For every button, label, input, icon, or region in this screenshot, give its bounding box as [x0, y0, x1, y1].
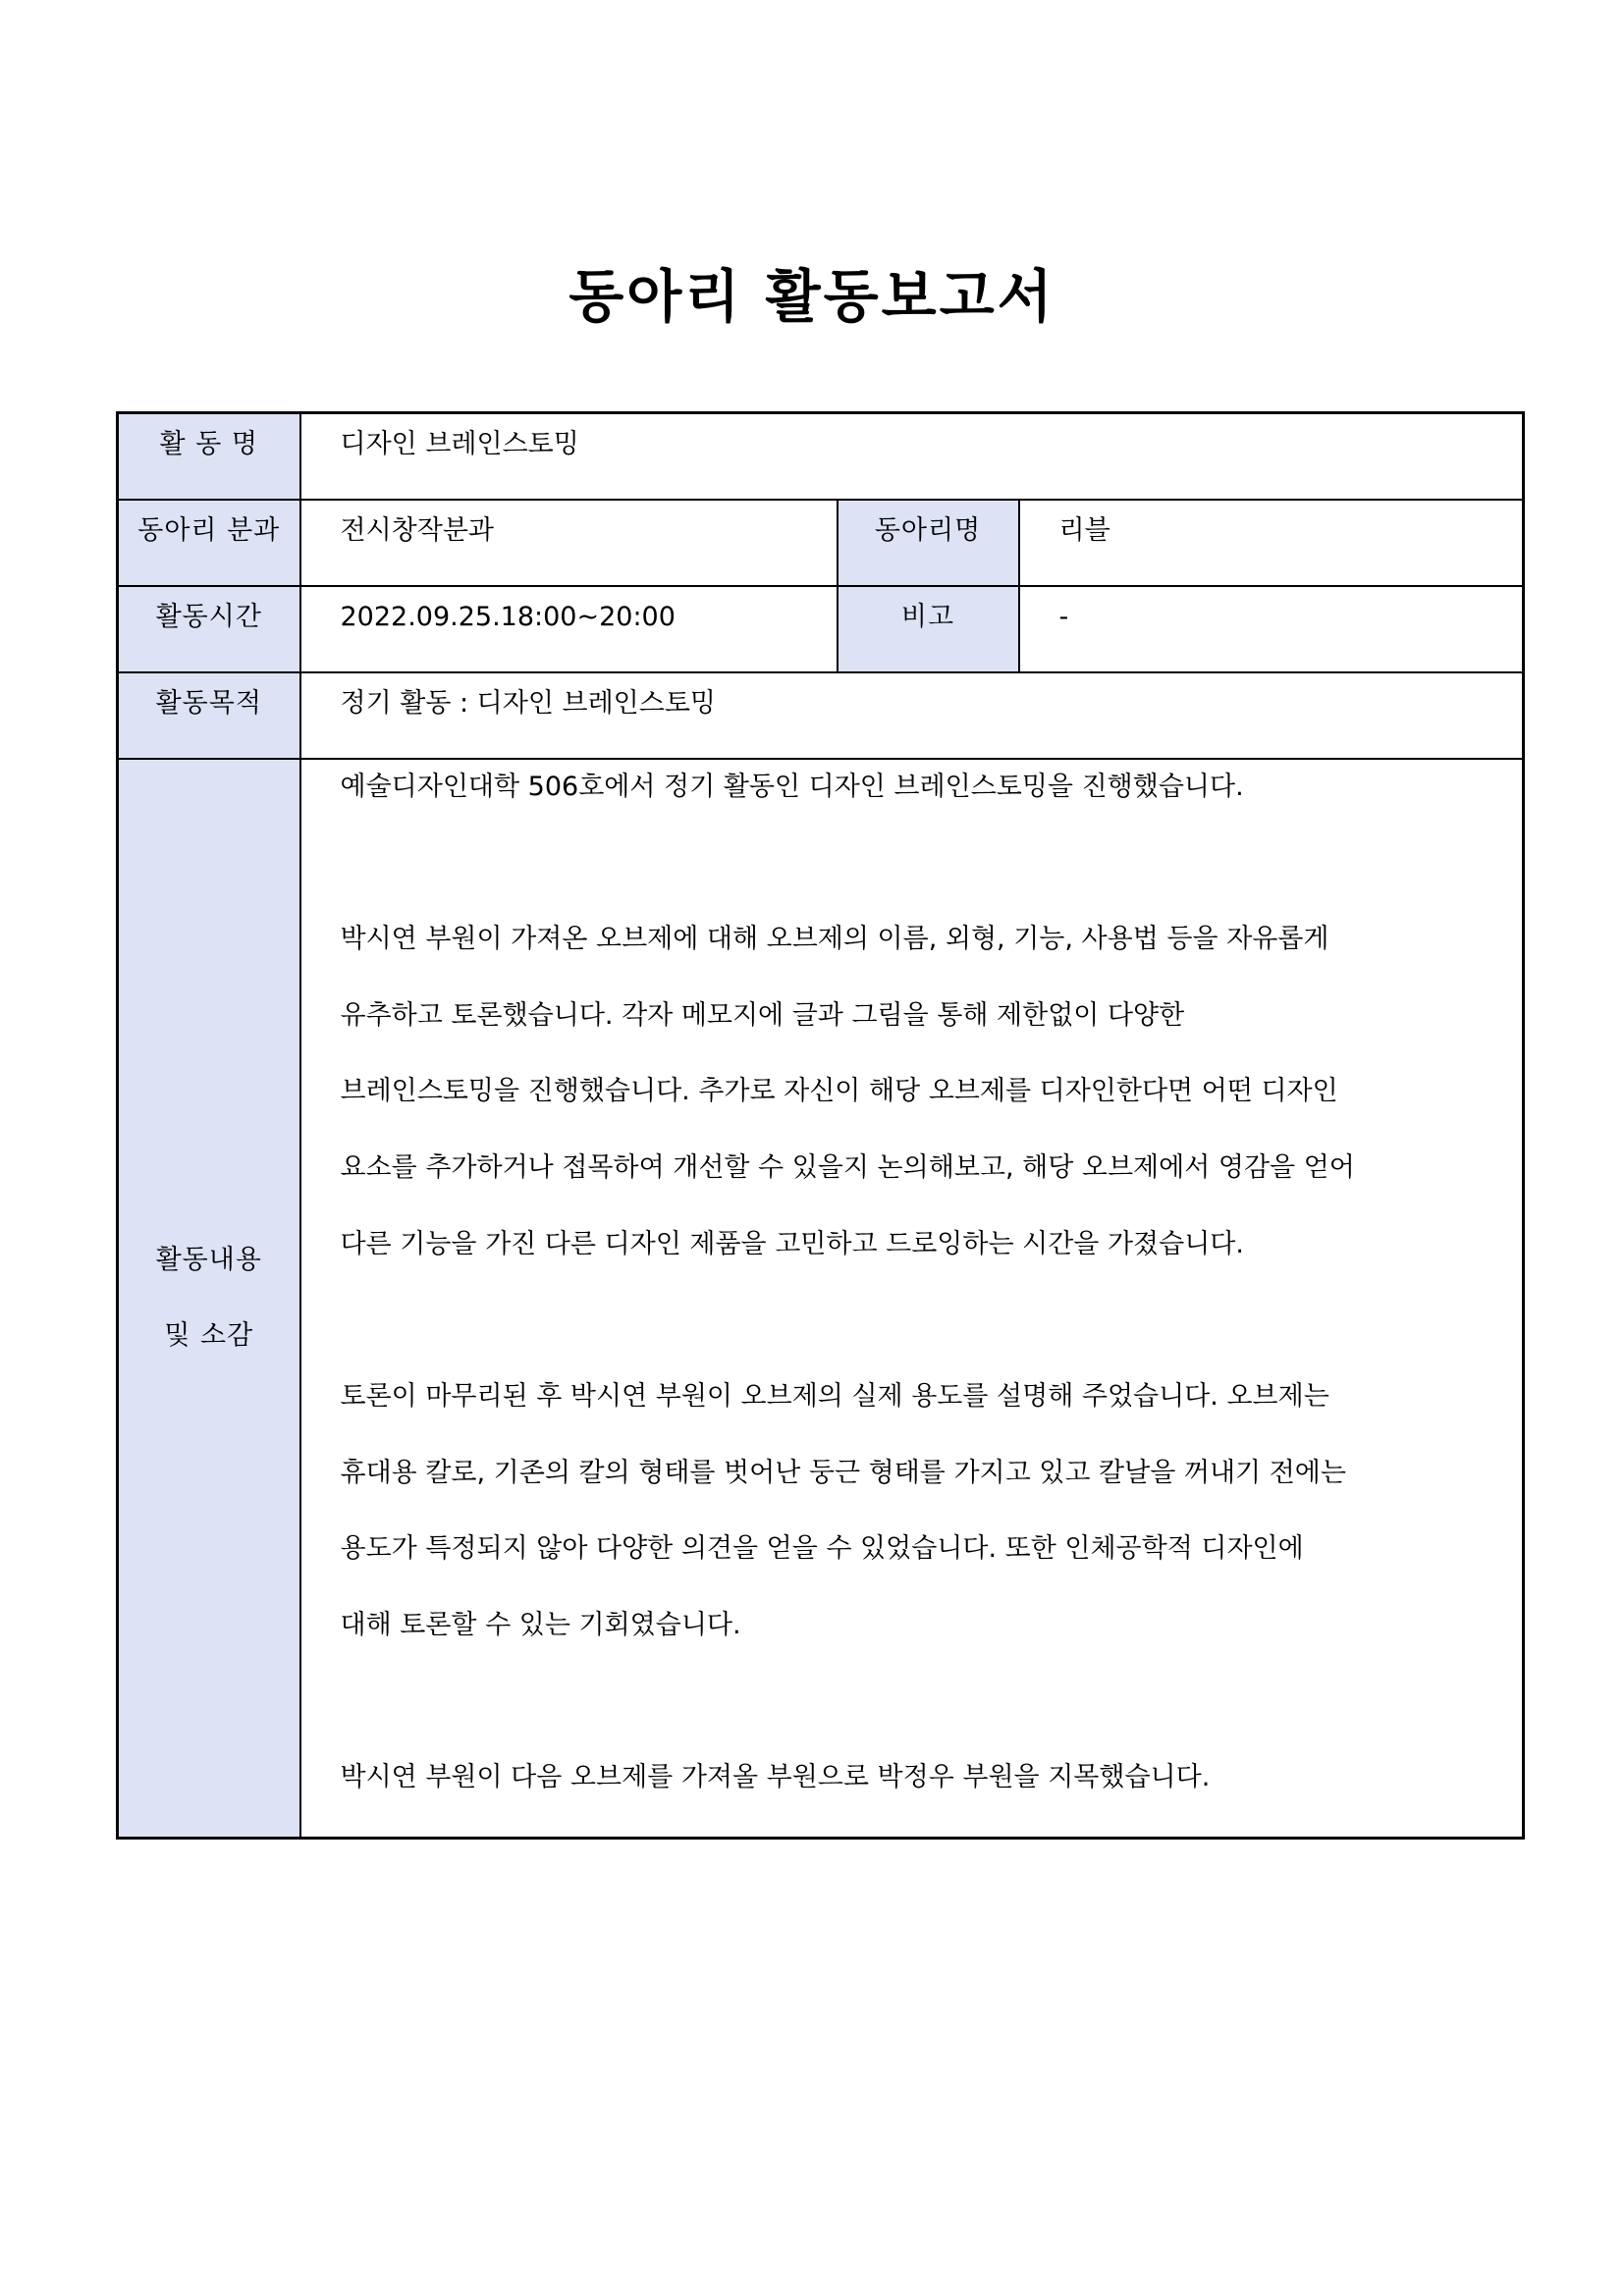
activity-report-table	[116, 411, 1525, 1840]
division-row	[118, 500, 1524, 586]
content-line	[341, 1303, 1484, 1379]
purpose-label: 활동목적	[118, 672, 300, 759]
division-label: 동아리 분과	[118, 500, 300, 586]
content-line: 박시연 부원이 다음 오브제를 가져올 부원으로 박정우 부원을 지목했습니다.	[340, 1762, 1211, 1793]
time-label: 활동시간	[118, 586, 300, 672]
purpose-row	[118, 672, 1524, 759]
activity-name-value: 디자인 브레인스토밍	[300, 413, 1524, 500]
time-row	[118, 586, 1524, 672]
content-body	[300, 759, 1524, 1839]
content-line: 브레인스토밍을 진행했습니다. 추가로 자신이 해당 오브제를 디자인한다면 어떤 디자인	[340, 1076, 1338, 1107]
club-name-label: 동아리명	[838, 500, 1019, 586]
document-title: 동아리 활동보고서	[568, 263, 1056, 330]
content-line: 박시연 부원이 가져온 오브제에 대해 오브제의 이름, 외형, 기능, 사용법 등을 자유롭게	[340, 923, 1329, 954]
content-line	[341, 845, 1484, 922]
content-line	[341, 1684, 1484, 1761]
content-line: 대해 토론할 수 있는 기회였습니다.	[340, 1610, 741, 1641]
purpose-value: 정기 활동 : 디자인 브레인스토밍	[300, 672, 1524, 759]
content-row	[118, 759, 1524, 1839]
content-label-line-2: 및 소감	[164, 1320, 254, 1352]
activity-name-row	[118, 413, 1524, 500]
content-line: 요소를 추가하거나 접목하여 개선할 수 있을지 논의해보고, 해당 오브제에서 영감을 얻어	[340, 1151, 1355, 1183]
content-line: 예술디자인대학 506호에서 정기 활동인 디자인 브레인스토밍을 진행했습니다.	[340, 771, 1244, 802]
content-line: 토론이 마무리된 후 박시연 부원이 오브제의 실제 용도를 설명해 주었습니다. 오브제는	[340, 1381, 1329, 1412]
content-line: 휴대용 칼로, 기존의 칼의 형태를 벗어난 둥근 형태를 가지고 있고 칼날을 꺼내기 전에는	[340, 1457, 1346, 1488]
content-line: 용도가 특정되지 않아 다양한 의견을 얻을 수 있었습니다. 또한 인체공학적 디자인에	[340, 1533, 1304, 1565]
content-label-line-1: 활동내용	[155, 1245, 262, 1276]
note-label: 비고	[838, 586, 1019, 672]
club-name-value: 리블	[1019, 500, 1524, 586]
content-line: 유추하고 토론했습니다. 각자 메모지에 글과 그림을 통해 제한없이 다양한	[340, 999, 1185, 1031]
content-label	[118, 759, 300, 1839]
activity-name-label: 활 동 명	[118, 413, 300, 500]
note-value: -	[1019, 586, 1524, 672]
time-value: 2022.09.25.18:00~20:00	[300, 586, 838, 672]
content-line: 다른 기능을 가진 다른 디자인 제품을 고민하고 드로잉하는 시간을 가졌습니다.	[340, 1228, 1244, 1259]
division-value: 전시창작분과	[300, 500, 838, 586]
